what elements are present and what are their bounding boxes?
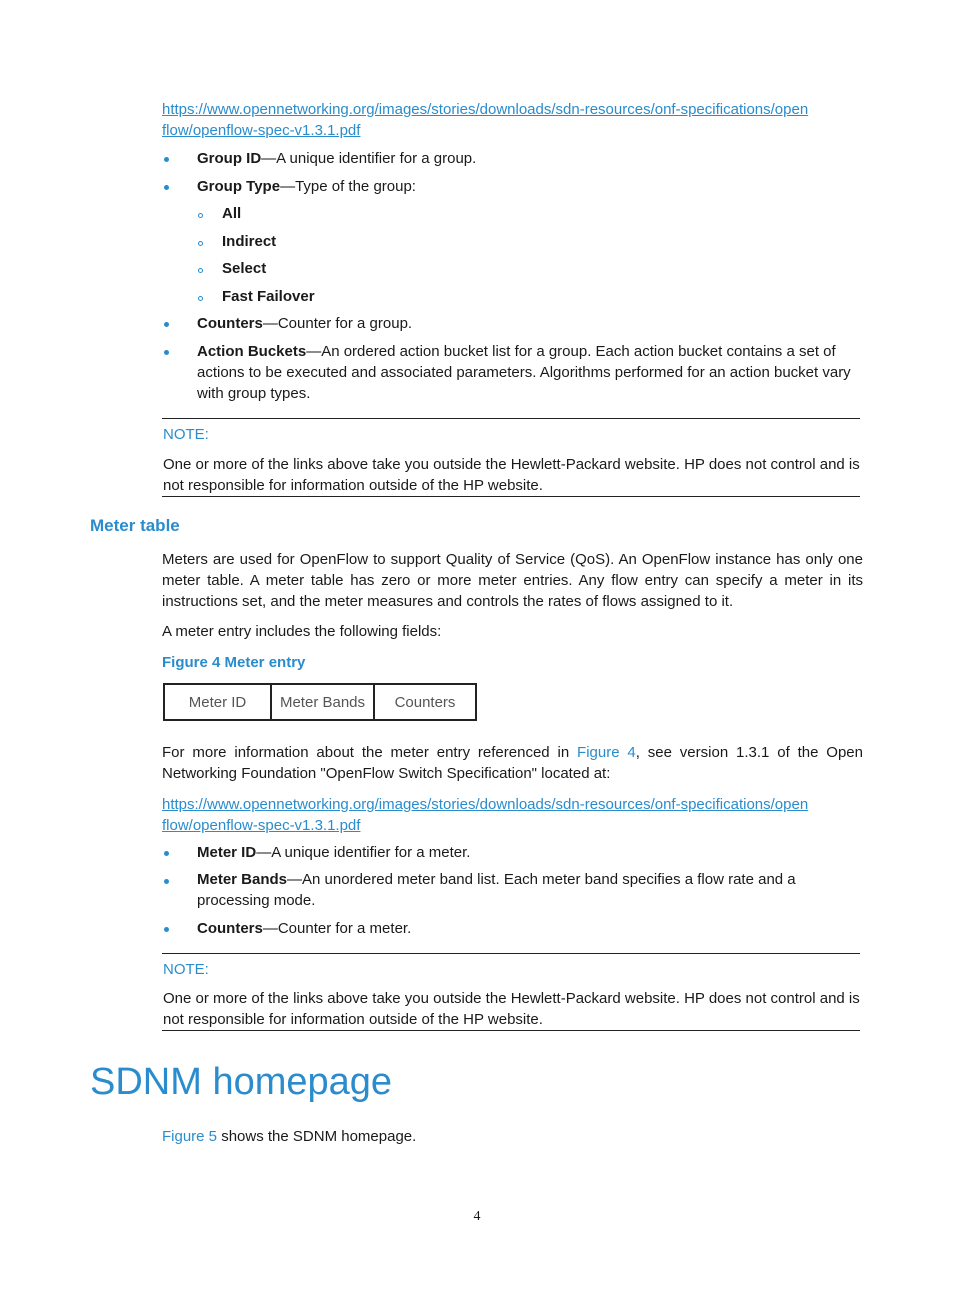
- list-item-meter-id: [197, 842, 863, 863]
- list-item-meter-counters: [197, 918, 863, 939]
- list-item-group-counters: [197, 313, 867, 334]
- field-desc: —An unordered meter band list. Each meter band specifies a flow rate and a processing mode.: [197, 871, 796, 909]
- meter-cell-counters: Counters: [373, 685, 475, 719]
- note-bottom-rule: [162, 496, 860, 497]
- group-type-all: All: [222, 205, 242, 222]
- meter-para-3-before: For more information about the meter entry referenced in: [162, 744, 578, 761]
- list-item-meter-bands: [197, 869, 837, 911]
- chapter-title: SDNM homepage: [90, 1061, 393, 1103]
- figure-4-xref[interactable]: Figure 4: [577, 744, 636, 761]
- sub-bullet-icon: [198, 296, 203, 301]
- group-type-fast-failover: Fast Failover: [222, 288, 315, 305]
- field-desc: —An ordered action bucket list for a group. Each action bucket contains a set of actions to be executed and associated parameters. Algorithms performed for an action bucket vary with group types.: [197, 343, 851, 402]
- bullet-icon: [164, 927, 169, 932]
- field-term: Group ID: [197, 150, 262, 167]
- note-label: NOTE:: [163, 961, 209, 978]
- field-desc: —Counter for a meter.: [262, 920, 412, 937]
- spec-link-top-line1[interactable]: https://www.opennetworking.org/images/stories/downloads/sdn-resources/onf-specifications/open: [162, 101, 809, 118]
- bullet-icon: [164, 185, 169, 190]
- note-bottom-rule: [162, 1030, 860, 1031]
- figure-caption: Figure 4 Meter entry: [162, 654, 306, 671]
- meter-entry-figure: [163, 683, 477, 721]
- chapter-intro: [162, 1126, 416, 1147]
- sub-bullet-icon: [198, 213, 203, 218]
- bullet-icon: [164, 851, 169, 856]
- meter-para-2: A meter entry includes the following fields:: [162, 623, 442, 640]
- page-number: 4: [473, 1209, 481, 1224]
- spec-link-top-line2[interactable]: flow/openflow-spec-v1.3.1.pdf: [162, 122, 361, 139]
- field-term: Counters: [197, 920, 263, 937]
- group-type-indirect: Indirect: [222, 233, 277, 250]
- meter-para-1: Meters are used for OpenFlow to support Quality of Service (QoS). An OpenFlow instance has only one meter table. A meter table has zero or more meter entries. Any flow entry can specify a meter in its instructions set, and the meter measures and controls the rates of flows assigned to it.: [162, 551, 863, 610]
- group-type-select: Select: [222, 260, 267, 277]
- note-top-rule: [162, 418, 860, 419]
- list-item-group-type: [197, 176, 867, 197]
- field-term: Action Buckets: [197, 343, 307, 360]
- note-text: One or more of the links above take you outside the Hewlett-Packard website. HP does not control and is not responsible for information outside of the HP website.: [163, 990, 860, 1028]
- meter-para-3-after: , see version 1.3.1 of the Open Networking Foundation "OpenFlow Switch Specification" located at:: [162, 744, 863, 782]
- field-term: Counters: [197, 315, 263, 332]
- chapter-intro-text: shows the SDNM homepage.: [217, 1128, 417, 1145]
- field-desc: —A unique identifier for a meter.: [256, 844, 471, 861]
- bullet-icon: [164, 350, 169, 355]
- note-label: NOTE:: [163, 426, 209, 443]
- bullet-icon: [164, 157, 169, 162]
- meter-cell-meter-bands: Meter Bands: [270, 685, 373, 719]
- list-item-group-id: [197, 148, 867, 169]
- sub-bullet-icon: [198, 241, 203, 246]
- spec-link-meter-line2[interactable]: flow/openflow-spec-v1.3.1.pdf: [162, 817, 361, 834]
- field-term: Meter Bands: [197, 871, 288, 888]
- note-text: One or more of the links above take you outside the Hewlett-Packard website. HP does not control and is not responsible for information outside of the HP website.: [163, 456, 860, 494]
- figure-5-xref[interactable]: Figure 5: [162, 1128, 218, 1145]
- field-desc: —A unique identifier for a group.: [261, 150, 477, 167]
- bullet-icon: [164, 879, 169, 884]
- spec-link-top[interactable]: [162, 99, 872, 141]
- field-term: Meter ID: [197, 844, 257, 861]
- section-heading-meter-table: Meter table: [90, 516, 180, 535]
- spec-link-meter[interactable]: [162, 794, 872, 836]
- spec-link-meter-line1[interactable]: https://www.opennetworking.org/images/stories/downloads/sdn-resources/onf-specifications/open: [162, 796, 809, 813]
- field-desc: —Type of the group:: [280, 178, 416, 195]
- field-desc: —Counter for a group.: [262, 315, 413, 332]
- meter-cell-meter-id: Meter ID: [188, 693, 247, 711]
- bullet-icon: [164, 322, 169, 327]
- field-term: Group Type: [197, 178, 281, 195]
- sub-bullet-icon: [198, 268, 203, 273]
- list-item-action-buckets: [197, 341, 863, 404]
- note-top-rule: [162, 953, 860, 954]
- meter-para-3: [162, 742, 863, 784]
